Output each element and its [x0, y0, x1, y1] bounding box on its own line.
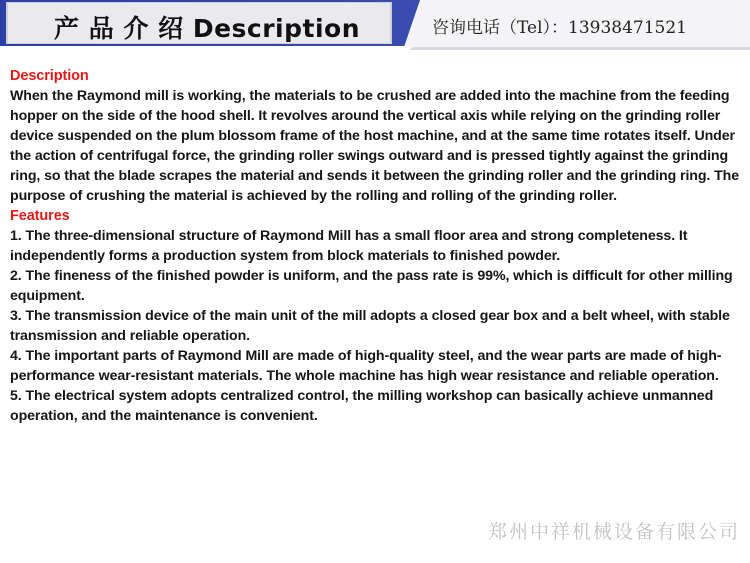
feature-item-3: 3. The transmission device of the main unit of the mill adopts a closed gear box and a belt wheel, with stable transmission and reliable operation. — [10, 308, 730, 344]
feature-item-5: 5. The electrical system adopts centralized control, the milling workshop can basically achieve unmanned operation, and the maintenance is convenient. — [10, 388, 714, 424]
main-content — [10, 66, 742, 426]
feature-item-4: 4. The important parts of Raymond Mill are made of high-quality steel, and the wear parts are made of high-performance wear-resistant materials. The whole machine has high wear resistance and reliable operation. — [10, 348, 722, 384]
page-title: 产 品 介 绍 Description — [54, 14, 361, 43]
header-banner — [0, 0, 750, 52]
contact-phone: 咨询电话（Tel）：13938471521 — [432, 18, 687, 38]
feature-item-2: 2. The fineness of the finished powder is uniform, and the pass rate is 99%, which is difficult for other milling equipment. — [10, 268, 733, 304]
feature-item-1: 1. The three-dimensional structure of Raymond Mill has a small floor area and strong completeness. It independently forms a production system from block materials to finished powder. — [10, 228, 688, 264]
description-paragraph: When the Raymond mill is working, the materials to be crushed are added into the machine from the feeding hopper on the side of the hood shell. It revolves around the vertical axis while relying on the grinding roller device suspended on the plum blossom frame of the host machine, and at the same time rotates itself. Under the action of centrifugal force, the grinding roller swings outward and is pressed tightly against the grinding ring, so that the blade scrapes the material and sends it between the grinding roller and the grinding ring. The purpose of crushing the material is achieved by the rolling and rolling of the grinding roller. — [10, 88, 740, 204]
company-name: 郑州中祥机械设备有限公司 — [487, 521, 740, 543]
features-heading: Features — [10, 208, 70, 224]
description-heading: Description — [10, 68, 89, 84]
